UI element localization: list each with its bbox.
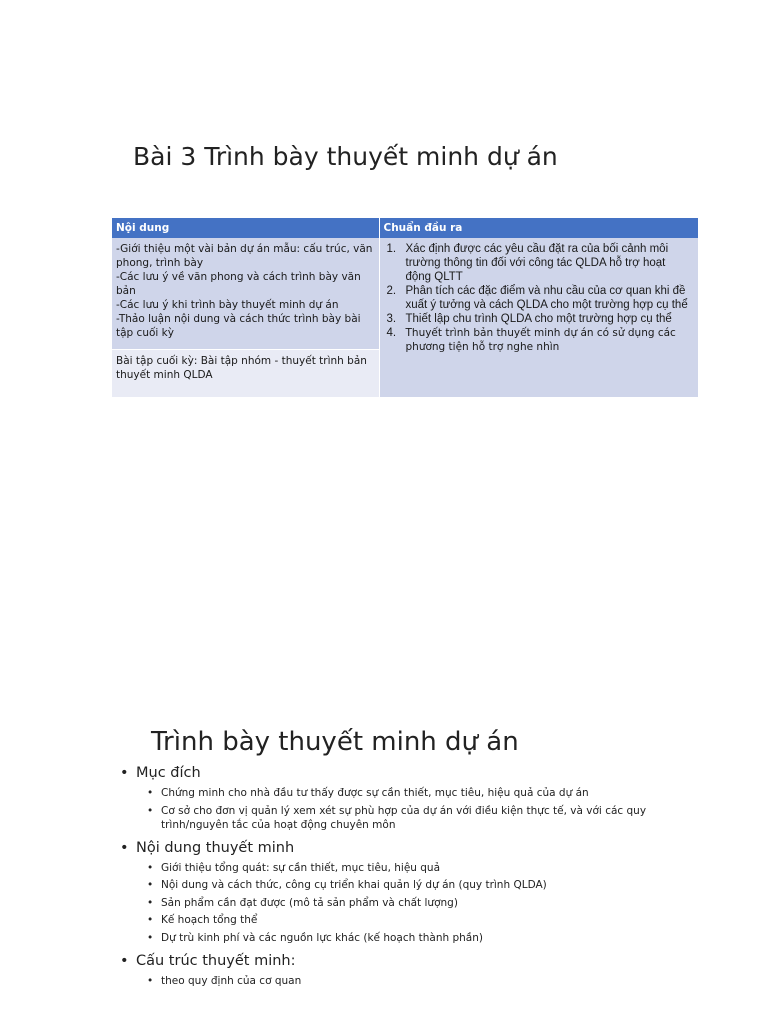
outcome-text: Thiết lập chu trình QLDA cho một trường hợp cụ thể [405,313,672,325]
slide-title: Bài 3 Trình bày thuyết minh dự án [133,142,558,171]
outcomes-cell [379,238,698,397]
list-item-text: Sản phẩm cần đạt được (mô tả sản phẩm và chất lượng) [161,896,458,909]
outcome-item [384,242,694,284]
list-item-text: theo quy định của cơ quan [161,974,302,987]
bullet-icon: • [147,974,154,987]
outcome-text: Phân tích các đặc điểm và nhu cầu của cơ quan khi đề xuất ý tưởng và cách QLDA cho một trường hợp cụ thể [405,285,688,311]
outcome-text: Xác định được các yêu cầu đặt ra của bối cảnh môi trường thông tin đối với công tác QLDA hỗ trợ hoạt động QLTT [405,243,669,283]
outcome-number: 3. [386,313,397,325]
sub-bullet-list [120,786,710,832]
list-item [120,974,710,988]
content-line: -Giới thiệu một vài bản dự án mẫu: cấu trúc, văn phong, trình bày [116,243,373,269]
list-item [120,804,710,832]
list-item-text: Nội dung và cách thức, công cụ triển khai quản lý dự án (quy trình QLDA) [161,879,547,891]
list-item-text: Chứng minh cho nhà đầu tư thấy được sự cần thiết, mục tiêu, hiệu quả của dự án [161,787,589,799]
list-item [120,878,710,892]
list-item [120,896,710,910]
bullet-list [120,763,710,991]
bullet-icon: • [120,765,129,781]
table-header-row [112,218,698,238]
bullet-icon: • [147,896,154,909]
bullet-icon: • [147,931,154,944]
content-line: -Các lưu ý về văn phong và cách trình bày văn bản [116,271,361,297]
content-cell [112,238,379,350]
bullet-icon: • [120,952,129,969]
table-row [112,238,698,350]
list-item-text: Dự trù kinh phí và các nguồn lực khác (kế hoạch thành phần) [161,931,483,944]
sub-bullet-list [120,861,710,945]
list-item-text: Giới thiệu tổng quát: sự cần thiết, mục tiêu, hiệu quả [161,861,441,874]
section-heading [120,838,710,858]
outcome-number: 2. [386,285,397,297]
bullet-icon: • [120,839,129,856]
section-heading-text: Cấu trúc thuyết minh: [136,952,296,969]
final-assignment-cell: Bài tập cuối kỳ: Bài tập nhóm - thuyết trình bản thuyết minh QLDA [112,350,379,398]
bullet-icon: • [147,787,154,799]
outcome-item [384,312,694,326]
content-line: -Thảo luận nội dung và cách thức trình bày bài tập cuối kỳ [116,313,361,339]
outcome-text: Thuyết trình bản thuyết minh dự án có sử dụng các phương tiện hỗ trợ nghe nhìn [405,327,676,353]
header-learning-outcomes: Chuẩn đầu ra [379,218,698,238]
course-outcome-table [112,218,699,397]
bullet-icon: • [147,879,154,891]
outcome-number: 1. [386,243,397,255]
section-heading-text: Nội dung thuyết minh [136,839,295,856]
section-heading-text: Mục đích [136,765,201,781]
list-item [120,913,710,927]
sub-bullet-list [120,974,710,988]
list-item-text: Kế hoạch tổng thể [161,914,258,926]
content-line: -Các lưu ý khi trình bày thuyết minh dự án [116,299,339,311]
list-item [120,931,710,945]
outcome-number: 4. [386,327,397,339]
outcome-item [384,284,694,312]
bullet-icon: • [147,804,154,817]
list-item [120,786,710,800]
bullet-icon: • [147,861,154,874]
section-heading [120,763,710,783]
bullet-icon: • [147,914,154,926]
outcome-item [384,326,694,354]
list-item [120,861,710,875]
section-heading [120,951,710,971]
slide-title: Trình bày thuyết minh dự án [151,727,519,757]
header-content: Nội dung [112,218,379,238]
outcomes-list [384,242,694,354]
list-item-text: Cơ sở cho đơn vị quản lý xem xét sự phù hợp của dự án với điều kiện thực tế, và với các quy trình/nguyên tắc của hoạt động chuyên môn [161,804,647,831]
